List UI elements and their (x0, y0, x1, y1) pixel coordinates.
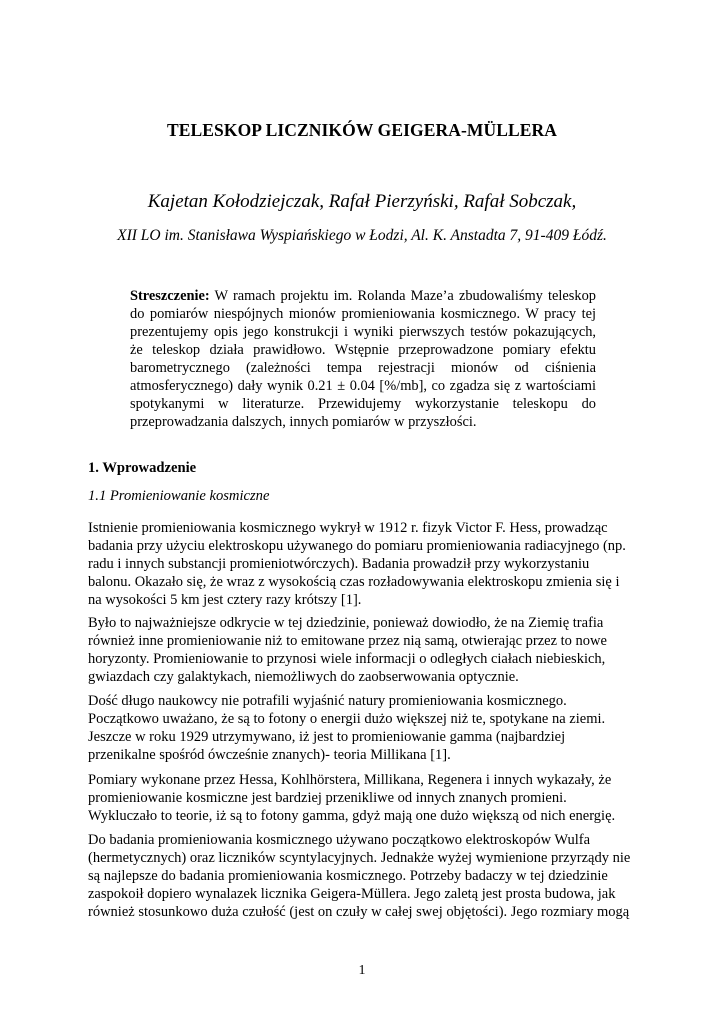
paragraph-2 (88, 614, 638, 686)
text-line: również stosunkowo duża czułość (jest on czuły w całej swej objętości). Jego rozmiary mogą (88, 904, 630, 920)
text-line: Początkowo uważano, że są to fotony o energii dużo większej niż te, spotykane na ziemi. (88, 711, 606, 727)
text-line: balonu. Okazało się, że wraz z wysokością czas rozładowywania elektroskopu zmienia się i (88, 574, 620, 590)
text-line: (hermetycznych) oraz liczników scyntylacyjnych. Jednakże wyżej wymienione przyrządy nie (88, 850, 631, 866)
paper-title: TELESKOP LICZNIKÓW GEIGERA-MÜLLERA (166, 120, 558, 140)
text-line: Dość długo naukowcy nie potrafili wyjaśnić natury promieniowania kosmicznego. (88, 693, 567, 709)
text-line: radu i innych substancji promieniotwórczych). Badania prowadził przy wykorzystaniu (88, 556, 590, 572)
abstract (130, 287, 596, 431)
text-line: Do badania promieniowania kosmicznego używano początkowo elektroskopów Wulfa (88, 832, 591, 848)
text-line: gwiazdach czy galaktykach, niemożliwych do zaobserwowania optycznie. (88, 669, 519, 685)
paragraph-4 (88, 771, 638, 825)
text-line: Pomiary wykonane przez Hessa, Kohlhörstera, Millikana, Regenera i innych wykazały, że (88, 772, 612, 788)
page-number: 1 (358, 963, 366, 978)
abstract-label: Streszczenie: (130, 288, 210, 304)
text-line: promieniowanie kosmiczne jest bardziej przenikliwe od innych znanych promieni. (88, 790, 567, 806)
text-line: Jeszcze w roku 1929 utrzymywano, iż jest to promieniowanie gamma (najbardziej (88, 729, 566, 745)
text-line: badania przy użyciu elektroskopu używanego do pomiaru promieniowania radiacyjnego (np. (88, 538, 626, 554)
text-line: są najlepsze do badania promieniowania kosmicznego. Potrzeby badaczy w tej dziedzinie (88, 868, 608, 884)
text-line: również inne promieniowanie niż to emitowane przez nią samą, otwierając przez to nowe (88, 633, 607, 649)
text-line: horyzonty. Promieniowanie to przynosi wiele informacji o odległych ciałach niebieskich, (88, 651, 606, 667)
paragraph-3 (88, 692, 638, 764)
text-line: zaspokoił dopiero wynalazek licznika Geigera-Müllera. Jego zaletą jest prosta budowa, jak (88, 886, 616, 902)
text-line: przenikalne spośród ówcześnie znanych)- teoria Millikana [1]. (88, 747, 451, 763)
abstract-text: W ramach projektu im. Rolanda Maze’a zbudowaliśmy teleskop do pomiarów niespójnych mionów promieniowania kosmicznego. W pracy tej prezentujemy opis jego konstrukcji i wyniki pierwszych testów pokazujących, że teleskop działa prawidłowo. Wstępnie przeprowadzone pomiary efektu barometrycznego (zależności tempa rejestracji mionów od ciśnienia atmosferycznego) dały wynik 0.21 ± 0.04 [%/mb], co zgadza się z wartościami spotykanymi w literaturze. Przewidujemy wykorzystanie teleskopu do przeprowadzania dalszych, innych pomiarów w przyszłości. (130, 288, 596, 430)
text-line: Istnienie promieniowania kosmicznego wykrył w 1912 r. fizyk Victor F. Hess, prowadząc (88, 520, 608, 536)
affiliation: XII LO im. Stanisława Wyspiańskiego w Łodzi, Al. K. Anstadta 7, 91-409 Łódź. (117, 227, 607, 244)
text-line: Wykluczało to teorie, iż są to fotony gamma, gdyż mają one dużo większą od nich energię. (88, 808, 616, 824)
text-line: Było to najważniejsze odkrycie w tej dziedzinie, ponieważ dowiodło, że na Ziemię trafia (88, 615, 604, 631)
paragraph-5 (88, 831, 638, 921)
text-line: na wysokości 5 km jest cztery razy krótszy [1]. (88, 592, 362, 608)
subsection-heading: 1.1 Promieniowanie kosmiczne (88, 488, 270, 504)
author-list: Kajetan Kołodziejczak, Rafał Pierzyński, Rafał Sobczak, (147, 191, 577, 212)
paragraph-1 (88, 519, 638, 609)
section-heading: 1. Wprowadzenie (88, 460, 197, 476)
